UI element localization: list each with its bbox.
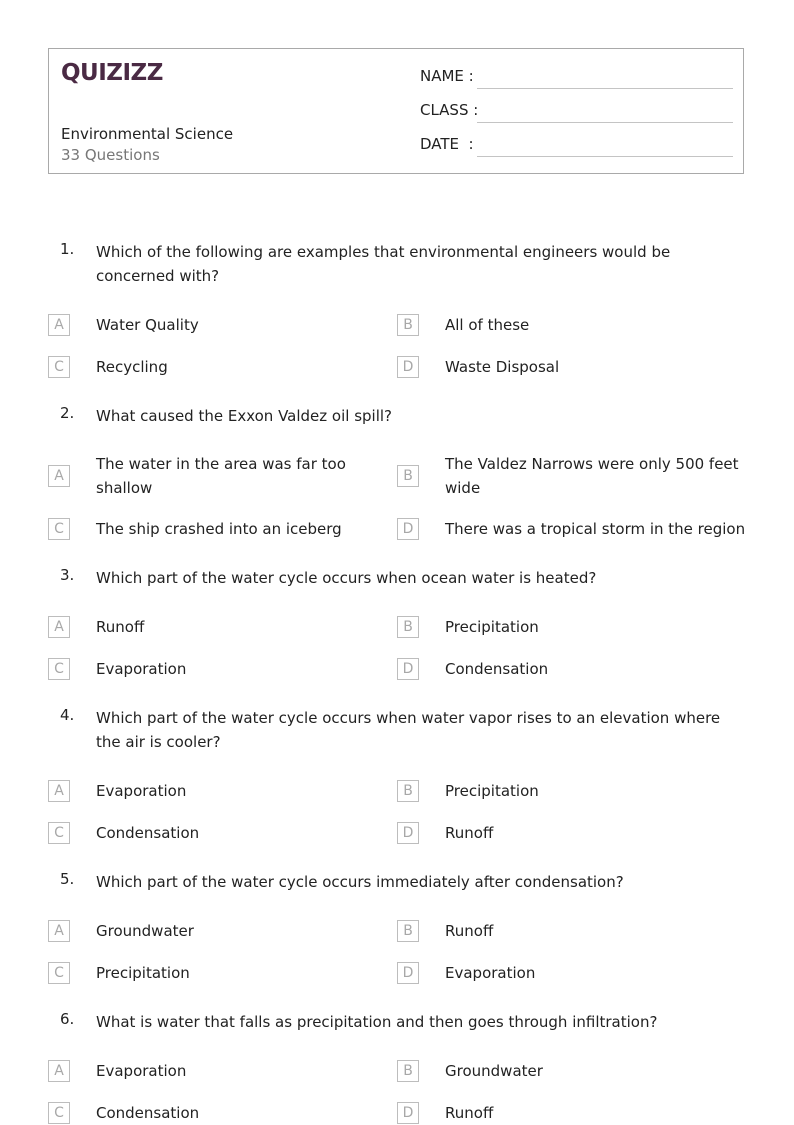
option-letter-box: D <box>397 822 419 844</box>
option-letter-box: A <box>48 780 70 802</box>
option-text: Water Quality <box>96 316 199 334</box>
option-text: Groundwater <box>445 1062 543 1080</box>
question-number: 1. <box>60 240 75 258</box>
option-text: Waste Disposal <box>445 358 560 376</box>
option-letter-box: D <box>397 518 419 540</box>
option-text: Condensation <box>96 1104 200 1122</box>
option-text: Recycling <box>96 358 168 376</box>
option-letter-box: C <box>48 822 70 844</box>
question-number: 6. <box>60 1010 75 1028</box>
option-letter-box: A <box>48 314 70 336</box>
option-text: Runoff <box>96 618 145 636</box>
option-text: Evaporation <box>96 660 187 678</box>
option-text: Groundwater <box>96 922 194 940</box>
option-letter-box: C <box>48 962 70 984</box>
date-field <box>420 135 733 159</box>
option-letter-box: C <box>48 658 70 680</box>
option-text: Runoff <box>445 824 494 842</box>
option-letter-box: B <box>397 465 419 487</box>
option-text: Condensation <box>445 660 549 678</box>
option-letter-box: A <box>48 616 70 638</box>
option-text: Runoff <box>445 1104 494 1122</box>
option-text: The ship crashed into an iceberg <box>96 520 342 538</box>
name-label: NAME : <box>420 67 474 85</box>
question-text: Which part of the water cycle occurs when ocean water is heated? <box>96 569 597 587</box>
question-text: What caused the Exxon Valdez oil spill? <box>96 407 392 425</box>
question-text: What is water that falls as precipitation and then goes through infiltration? <box>96 1013 658 1031</box>
option-letter-box: A <box>48 920 70 942</box>
option-text: Evaporation <box>96 782 187 800</box>
question-count: 33 Questions <box>61 146 160 164</box>
option-letter-box: B <box>397 616 419 638</box>
option-letter-box: A <box>48 1060 70 1082</box>
option-letter-box: D <box>397 962 419 984</box>
question-number: 3. <box>60 566 75 584</box>
class-label: CLASS : <box>420 101 479 119</box>
question-text: Which part of the water cycle occurs immediately after condensation? <box>96 873 624 891</box>
option-text: Evaporation <box>96 1062 187 1080</box>
option-letter-box: D <box>397 356 419 378</box>
worksheet-subject: Environmental Science <box>61 125 234 143</box>
date-line[interactable] <box>477 156 733 157</box>
option-letter-box: D <box>397 658 419 680</box>
quizizz-logo: QUIZIZZ <box>61 60 163 86</box>
class-line[interactable] <box>477 122 733 123</box>
name-field <box>420 67 733 91</box>
question-text: Which of the following are examples that environmental engineers would be concerned with? <box>96 243 671 285</box>
class-field <box>420 101 733 125</box>
question-number: 5. <box>60 870 75 888</box>
option-text: Evaporation <box>445 964 536 982</box>
option-letter-box: C <box>48 356 70 378</box>
option-text: Condensation <box>96 824 200 842</box>
name-line[interactable] <box>477 88 733 89</box>
worksheet-header <box>48 48 744 174</box>
option-letter-box: B <box>397 780 419 802</box>
option-text: Precipitation <box>445 618 539 636</box>
option-text: Runoff <box>445 922 494 940</box>
option-text: All of these <box>445 316 530 334</box>
date-label: DATE : <box>420 135 474 153</box>
option-text: The water in the area was far too shallow <box>96 455 346 497</box>
option-text: Precipitation <box>96 964 190 982</box>
option-letter-box: D <box>397 1102 419 1124</box>
option-text: Precipitation <box>445 782 539 800</box>
option-text: The Valdez Narrows were only 500 feet wide <box>445 455 739 497</box>
option-letter-box: C <box>48 1102 70 1124</box>
question-number: 4. <box>60 706 75 724</box>
option-letter-box: B <box>397 1060 419 1082</box>
option-text: There was a tropical storm in the region <box>445 520 746 538</box>
option-letter-box: B <box>397 314 419 336</box>
option-letter-box: C <box>48 518 70 540</box>
option-letter-box: A <box>48 465 70 487</box>
question-text: Which part of the water cycle occurs when water vapor rises to an elevation where the air is cooler? <box>96 709 721 751</box>
question-number: 2. <box>60 404 75 422</box>
option-letter-box: B <box>397 920 419 942</box>
